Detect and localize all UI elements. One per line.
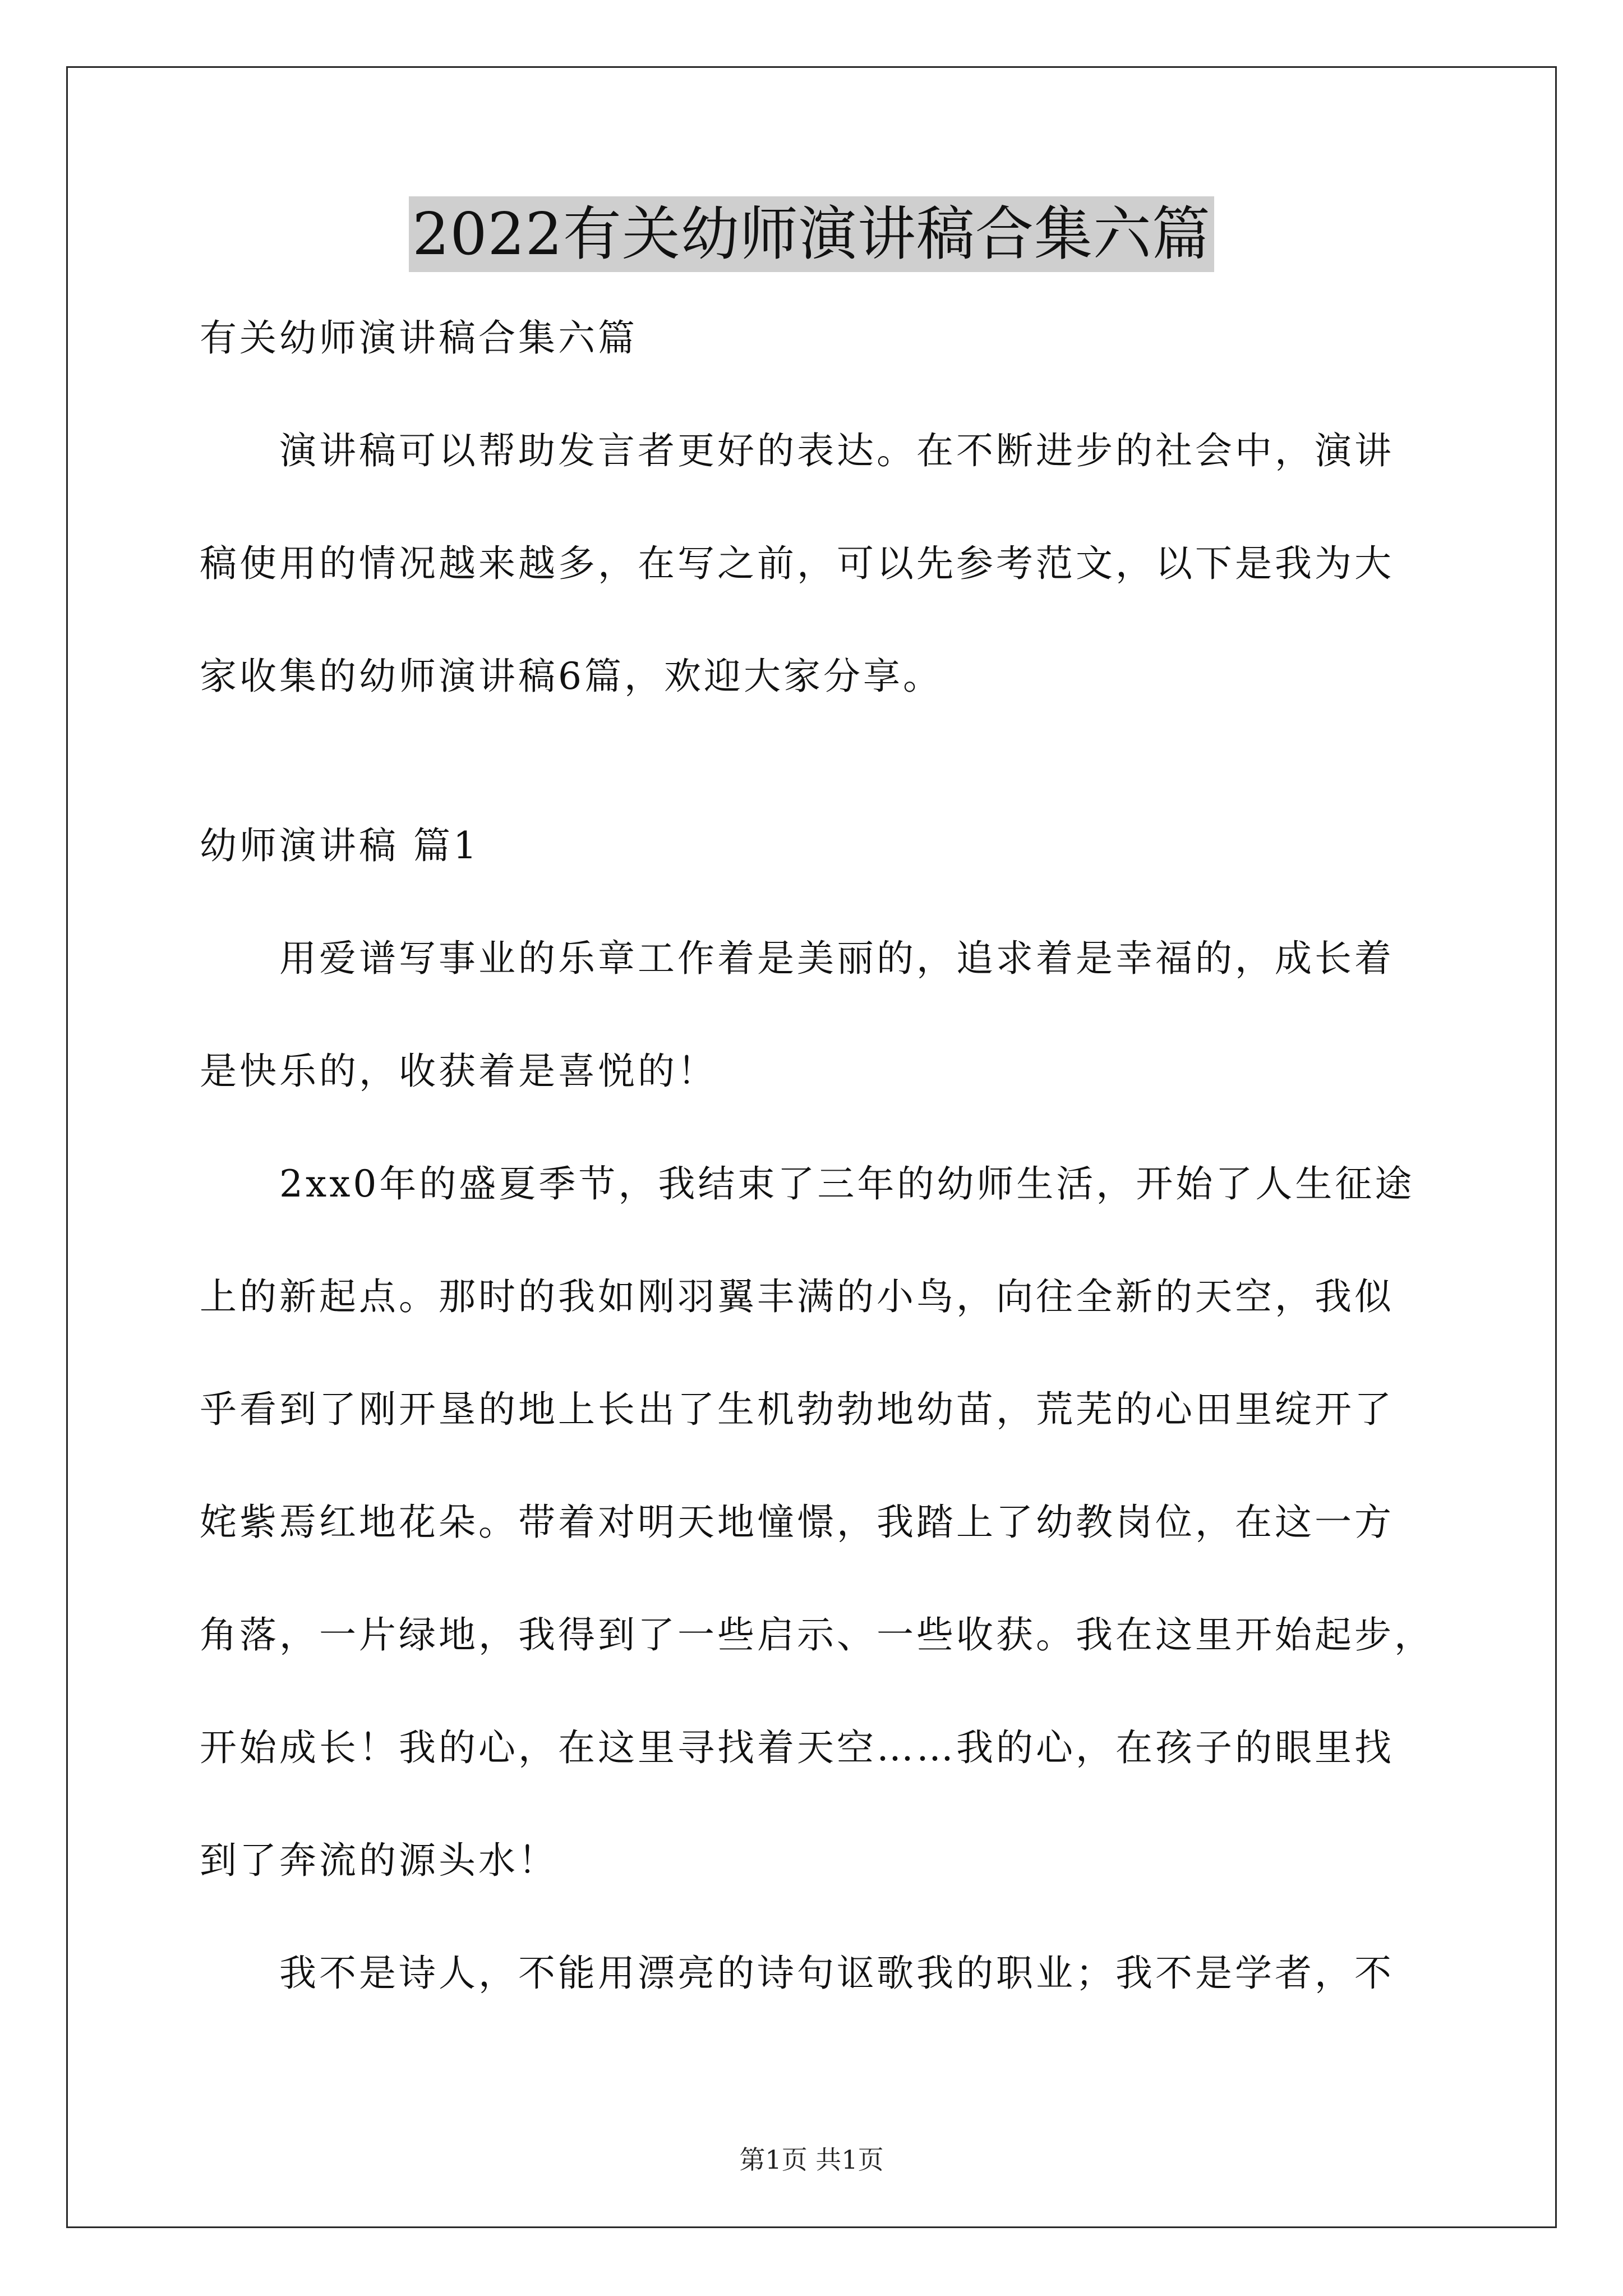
document-body (200, 310, 1456, 2001)
text-line: 家收集的幼师演讲稿6篇，欢迎大家分享。 (200, 655, 943, 698)
text-line: 我不是诗人，不能用漂亮的诗句讴歌我的职业；我不是学者，不 (279, 1952, 1394, 1995)
text-line: 2xx0年的盛夏季节，我结束了三年的幼师生活，开始了人生征途 (279, 1162, 1415, 1205)
text-line: 用爱谱写事业的乐章工作着是美丽的，追求着是幸福的，成长着 (279, 937, 1394, 980)
text-line: 到了奔流的源头水！ (200, 1839, 558, 1882)
text-line: 有关幼师演讲稿合集六篇 (200, 316, 638, 360)
text-line: 幼师演讲稿 篇1 (200, 824, 479, 867)
text-line: 乎看到了刚开垦的地上长出了生机勃勃地幼苗，荒芜的心田里绽开了 (200, 1388, 1394, 1431)
text-line: 角落，一片绿地，我得到了一些启示、一些收获。我在这里开始起步， (200, 1613, 1434, 1657)
text-line: 姹紫焉红地花朵。带着对明天地憧憬，我踏上了幼教岗位，在这一方 (200, 1501, 1394, 1544)
text-line: 上的新起点。那时的我如刚羽翼丰满的小鸟，向往全新的天空，我似 (200, 1275, 1394, 1318)
text-line: 演讲稿可以帮助发言者更好的表达。在不断进步的社会中，演讲 (279, 429, 1394, 472)
page-footer: 第1页 共1页 (739, 2145, 884, 2175)
document-title: 2022有关幼师演讲稿合集六篇 (409, 196, 1214, 272)
title-container (0, 196, 1623, 272)
text-line: 是快乐的，收获着是喜悦的！ (200, 1050, 717, 1093)
text-line: 稿使用的情况越来越多，在写之前，可以先参考范文，以下是我为大 (200, 542, 1394, 585)
text-line: 开始成长！我的心，在这里寻找着天空……我的心，在孩子的眼里找 (200, 1726, 1394, 1769)
